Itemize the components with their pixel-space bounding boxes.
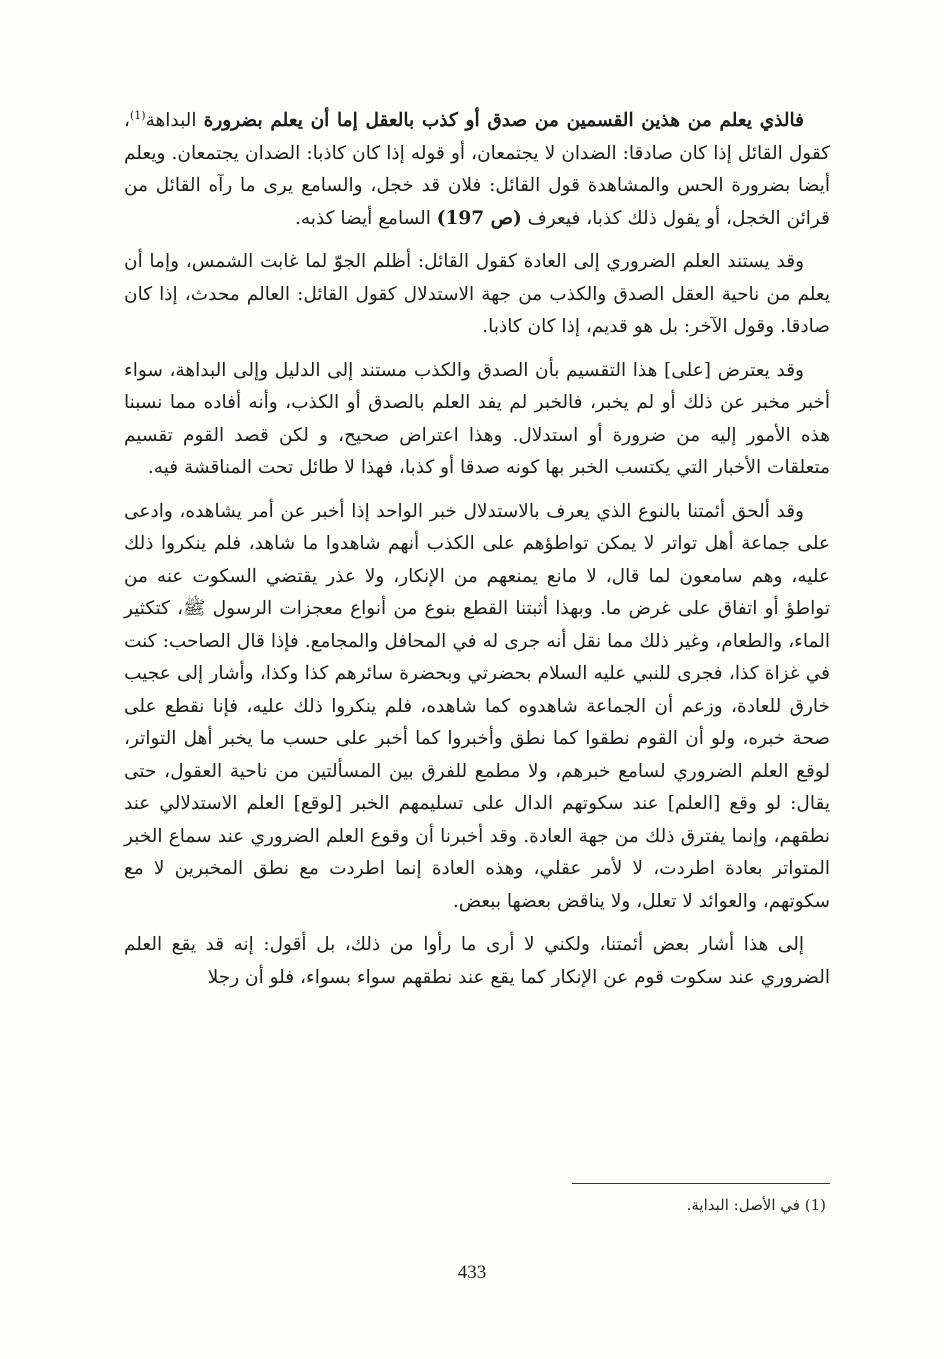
paragraph-2: وقد يستند العلم الضروري إلى العادة كقول القائل: أظلم الجوّ لما غابت الشمس، وإما أن يعلم من ناحية العقل الصدق والكذب من جهة الاستدلال كقول القائل: العالم محدث، إذا كان صادقا. وقول الآخر: بل هو قديم، إذا كان كاذبا. (124, 251, 830, 337)
paragraph-1-part2: البداهة (145, 110, 204, 131)
page-number: 433 (457, 1262, 487, 1283)
paragraph-1-part3: ، كقول القائل إذا كان صادقا: الضدان لا يجتمعان، أو قوله إذا كان كاذبا: الضدان يجتمعان. ويعلم أيضا بضرورة الحس والمشاهدة قول القائل: فلان قد خجل، والسامع يرى ما رآه القائل من قرائن الخجل، أو يقول ذلك كذبا، فيعرف (124, 110, 830, 229)
footnote-reference[interactable]: (1) (129, 108, 146, 122)
paragraph-3: وقد يعترض [على] هذا التقسيم بأن الصدق والكذب مستند إلى الدليل وإلى البداهة، سواء أخبر مخبر عن ذلك أو لم يخبر، فالخبر لم يفد العلم بالصدق أو الكذب، وأنه أفاده مما نسبنا هذه الأمور إليه من ضرورة أو استدلال. وهذا اعتراض صحيح، و لكن قصد القوم تقسيم متعلقات الأخبار التي يكتسب الخبر بها كونه صدقا أو كذبا، فهذا لا طائل تحت المناقشة فيه. (124, 359, 830, 478)
footnote: (1) في الأصل: البداية. (686, 1196, 826, 1214)
paragraph-4: وقد ألحق أئمتنا بالنوع الذي يعرف بالاستدلال خبر الواحد إذا أخبر عن أمر يشاهده، وادعى على جماعة أهل تواتر لا يمكن تواطؤهم على الكذب أنهم شاهدوا ما شاهد، فلم ينكروا ذلك عليه، وهم سامعون لما قال، لا مانع يمنعهم من الإنكار، ولا عذر يقتضي السكوت عنه من تواطؤ أو اتفاق على غرض ما. وبهذا أثبتنا القطع بنوع من أنواع معجزات الرسول ﷺ، كتكثير الماء، والطعام، وغير ذلك مما نقل أنه جرى له في المحافل والمجامع. فإذا قال الصاحب: كنت في غزاة كذا، فجرى للنبي عليه السلام بحضرتي وبحضرة سائرهم كذا وكذا، وأشار إلى عجيب خارق للعادة، وزعم أن الجماعة شاهدوه كما شاهده، فلم ينكروا ذلك عليه، فإنا نقطع على صحة خبره، ولو أن القوم نطقوا كما نطق وأخبروا كما أخبر على حسب ما يخبر أهل التواتر، لوقع العلم الضروري لسامع خبرهم، ولا مطمع للفرق بين المسألتين من ناحية العقول، حتى يقال: لو وقع [العلم] عند سكوتهم الدال على تسليمهم الخبر [لوقع] العلم الاستدلالي عند نطقهم، وإنما يفترق ذلك من جهة العادة. وقد أخبرنا أن وقوع العلم الضروري عند سماع الخبر المتواتر بعادة اطردت، لا لأمر عقلي، وهذه العادة إنما اطردت مع نطق المخبرين لا مع سكوتهم، والعوائد لا تعلل، ولا يناقض بعضها ببعض. (124, 500, 830, 912)
footnote-separator (572, 1183, 830, 1184)
bold-lead: فالذي يعلم من هذين القسمين من صدق أو كذب بالعقل إما أن يعلم بضرورة (203, 110, 805, 131)
paragraph-1 (124, 105, 830, 235)
paragraph-5: إلى هذا أشار بعض أئمتنا، ولكني لا أرى ما رأوا من ذلك، بل أقول: إنه قد يقع العلم الضروري عند سكوت قوم عن الإنكار كما يقع عند نطقهم سواء بسواء، فلو أن رجلا (124, 934, 830, 988)
paragraph-1-part4: السامع أيضا كذبه. (295, 207, 437, 229)
main-text (124, 105, 830, 1005)
page-reference: (ص 197) (436, 207, 522, 229)
